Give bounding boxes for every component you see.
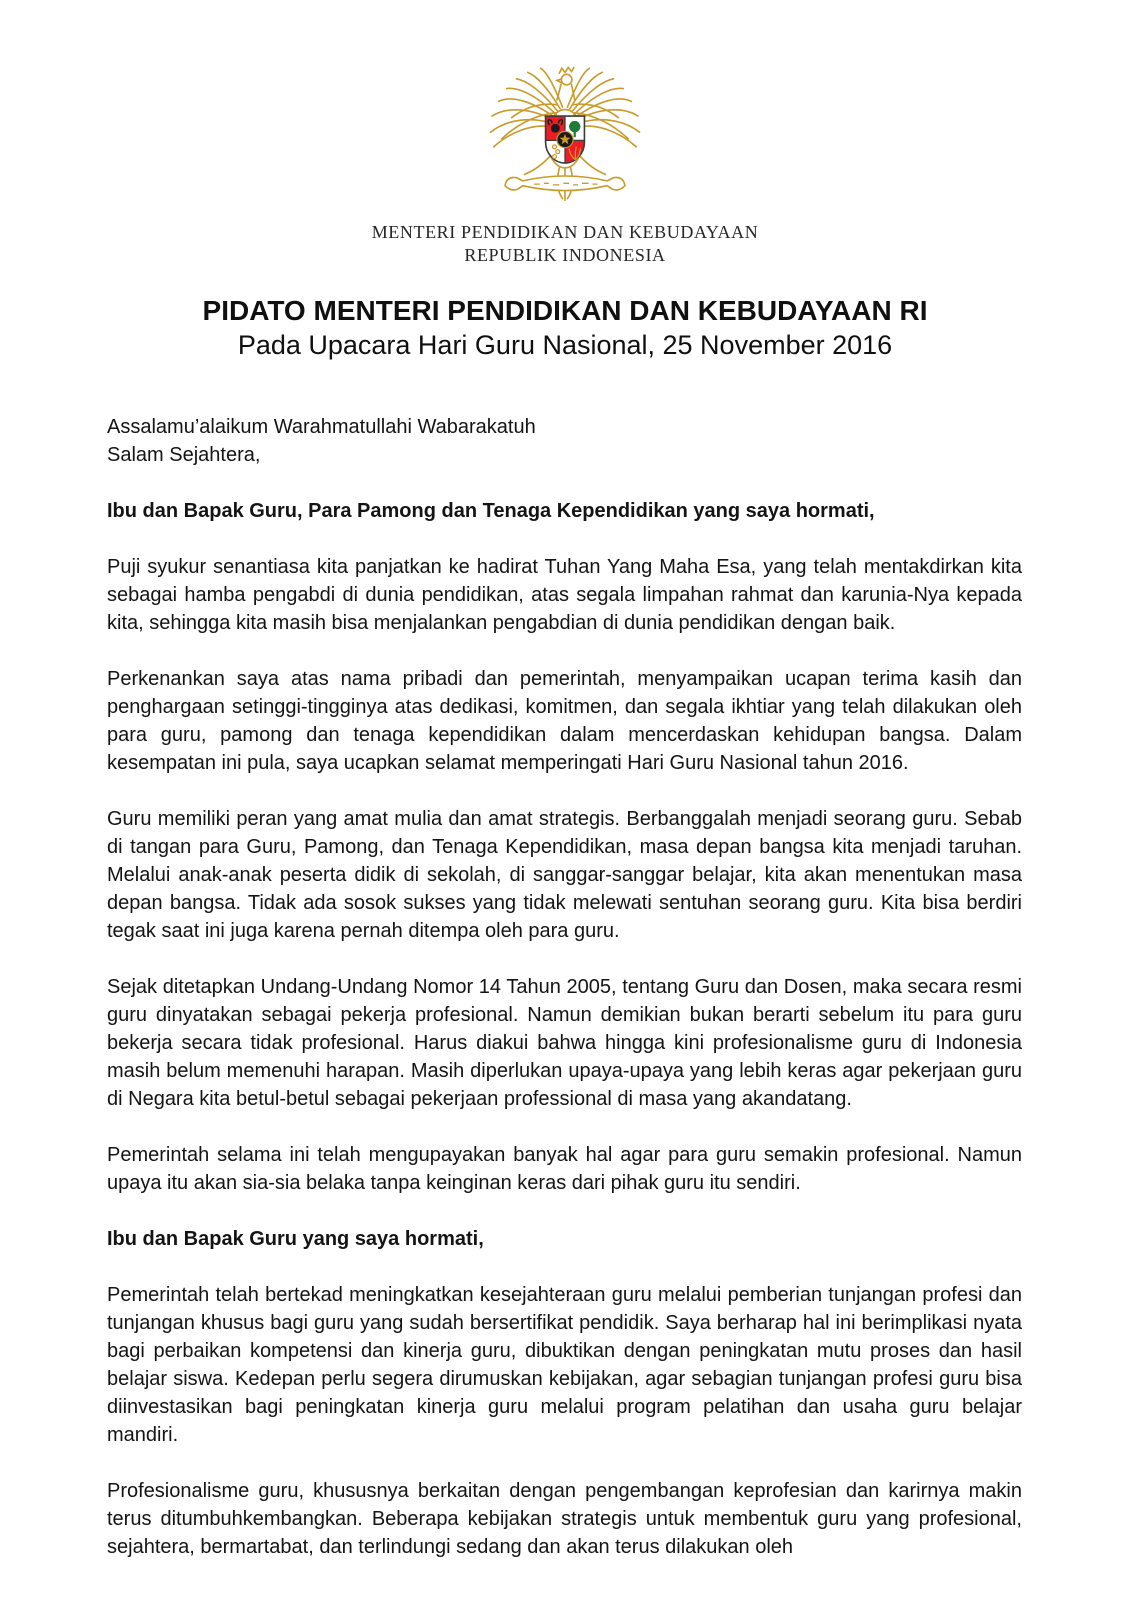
letterhead-emblem xyxy=(0,0,1130,207)
paragraph-5: Pemerintah selama ini telah mengupayakan banyak hal agar para guru semakin profesional. Namun upaya itu akan sia-sia belaka tanpa keinginan keras dari pihak guru itu sendiri. xyxy=(107,1144,1022,1194)
speech-body xyxy=(107,413,1022,1561)
paragraph-7: Profesionalisme guru, khususnya berkaitan dengan pengembangan keprofesian dan karirnya makin terus ditumbuhkembangkan. Beberapa kebijakan strategis untuk membentuk guru yang profesional, sejahtera, bermartabat, dan terlindungi sedang dan akan terus dilakukan oleh xyxy=(107,1480,1022,1558)
speech-title: PIDATO MENTERI PENDIDIKAN DAN KEBUDAYAAN RI xyxy=(202,295,928,326)
salutation-2: Ibu dan Bapak Guru yang saya hormati, xyxy=(107,1228,484,1250)
speech-subtitle: Pada Upacara Hari Guru Nasional, 25 November 2016 xyxy=(237,330,893,360)
pancasila-shield xyxy=(546,116,585,163)
paragraph-1: Puji syukur senantiasa kita panjatkan ke hadirat Tuhan Yang Maha Esa, yang telah mentakdirkan kita sebagai hamba pengabdi di dunia pendidikan, atas segala limpahan rahmat dan karunia-Nya kepada kita, sehingga kita masih bisa menjalankan pengabdian di dunia pendidikan dengan baik. xyxy=(107,556,1022,634)
paragraph-4: Sejak ditetapkan Undang-Undang Nomor 14 Tahun 2005, tentang Guru dan Dosen, maka secara resmi guru dinyatakan sebagai pekerja profesional. Namun demikian bukan berarti sebelum itu para guru bekerja secara tidak profesional. Harus diakui bahwa hingga kini profesionalisme guru di Indonesia masih belum memenuhi harapan. Masih diperlukan upaya-upaya yang lebih keras agar pekerjaan guru di Negara kita betul-betul sebagai pekerjaan professional di masa yang akandatang. xyxy=(107,976,1022,1110)
garuda-pancasila-emblem xyxy=(484,64,646,207)
paragraph-2: Perkenankan saya atas nama pribadi dan pemerintah, menyampaikan ucapan terima kasih dan penghargaan setinggi-tingginya atas dedikasi, komitmen, dan segala ikhtiar yang telah dilakukan oleh para guru, pamong dan tenaga kependidikan dalam mencerdaskan kehidupan bangsa. Dalam kesempatan ini pula, saya ucapkan selamat memperingati Hari Guru Nasional tahun 2016. xyxy=(107,668,1022,774)
opening-greeting xyxy=(107,413,1022,469)
paragraph-3: Guru memiliki peran yang amat mulia dan amat strategis. Berbanggalah menjadi seorang guru. Sebab di tangan para Guru, Pamong, dan Tenaga Kependidikan, masa depan bangsa kita menjadi taruhan. Melalui anak-anak peserta didik di sekolah, di sanggar-sanggar belajar, kita akan menentukan masa depan bangsa. Tidak ada sosok sukses yang tidak melewati sentuhan seorang guru. Kita bisa berdiri tegak saat ini juga karena pernah ditempa oleh para guru. xyxy=(107,808,1022,942)
greeting-line-1: Assalamu’alaikum Warahmatullahi Wabarakatuh xyxy=(107,416,536,438)
ministry-name: MENTERI PENDIDIKAN DAN KEBUDAYAAN xyxy=(371,222,759,242)
paragraph-6: Pemerintah telah bertekad meningkatkan kesejahteraan guru melalui pemberian tunjangan profesi dan tunjangan khusus bagi guru yang sudah bersertifikat pendidik. Saya berharap hal ini berimplikasi nyata bagi perbaikan kompetensi dan kinerja guru, dibuktikan dengan peningkatan mutu proses dan hasil belajar siswa. Kedepan perlu segera dirumuskan kebijakan, agar sebagian tunjangan profesi guru bisa diinvestasikan bagi peningkatan kinerja guru melalui program pelatihan dan usaha guru belajar mandiri. xyxy=(107,1284,1022,1446)
republic-name: REPUBLIK INDONESIA xyxy=(464,245,666,265)
salutation-1: Ibu dan Bapak Guru, Para Pamong dan Tenaga Kependidikan yang saya hormati, xyxy=(107,500,875,522)
letterhead xyxy=(0,221,1130,267)
greeting-line-2: Salam Sejahtera, xyxy=(107,444,261,466)
